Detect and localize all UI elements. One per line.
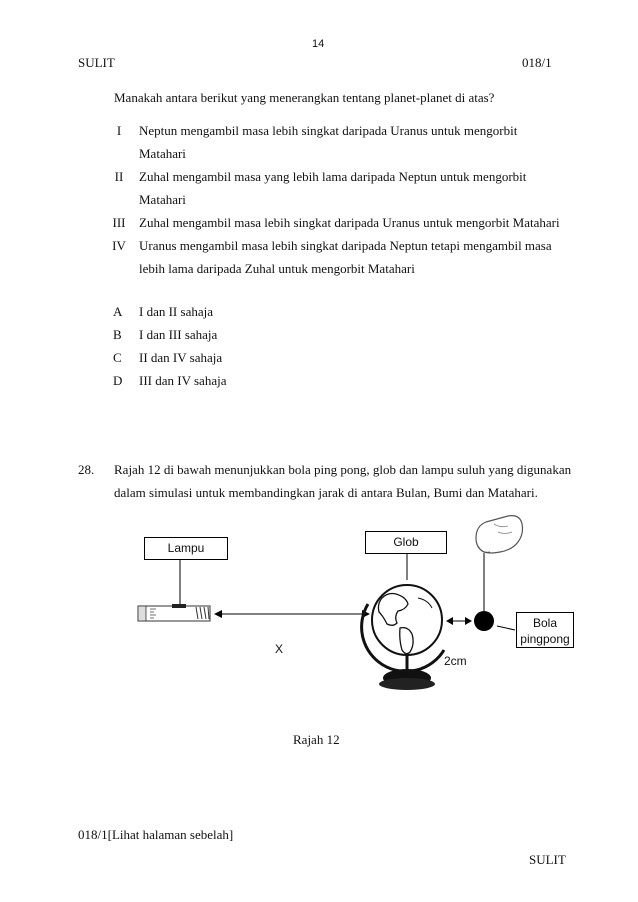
statement-num: IV xyxy=(112,238,126,253)
distance-2cm-label: 2cm xyxy=(444,654,467,668)
option-letter: D xyxy=(113,373,123,388)
statement-num: III xyxy=(112,215,126,230)
question-28-number: 28. xyxy=(78,462,95,477)
question-27-stem: Manakah antara berikut yang menerangkan tentang planet-planet di atas? xyxy=(114,90,495,105)
page-number: 14 xyxy=(312,38,325,50)
label-glob: Glob xyxy=(365,531,447,554)
hand-icon xyxy=(476,516,523,553)
statement-text: Neptun mengambil masa lebih singkat daripada Uranus untuk mengorbit xyxy=(139,123,518,138)
header-left: SULIT xyxy=(78,55,115,70)
torch-icon xyxy=(138,604,210,621)
globe-icon xyxy=(362,585,444,690)
statement-text: Matahari xyxy=(139,192,186,207)
distance-x-label: X xyxy=(275,642,284,656)
label-bola-pingpong xyxy=(516,612,574,648)
header-right: 018/1 xyxy=(522,55,552,70)
statement-text: lebih lama daripada Zuhal untuk mengorbit Matahari xyxy=(139,261,415,276)
statement-text: Uranus mengambil masa lebih singkat daripada Neptun tetapi mengambil masa xyxy=(139,238,552,253)
question-28-text: Rajah 12 di bawah menunjukkan bola ping pong, glob dan lampu suluh yang digunakan xyxy=(114,462,572,477)
statement-text: Zuhal mengambil masa yang lebih lama daripada Neptun untuk mengorbit xyxy=(139,169,527,184)
statement-text: Zuhal mengambil masa lebih singkat daripada Uranus untuk mengorbit Matahari xyxy=(139,215,560,230)
statement-num: II xyxy=(114,169,124,184)
label-pingpong-line: pingpong xyxy=(520,632,570,646)
distance-x-arrow xyxy=(214,610,370,618)
statement-text: Matahari xyxy=(139,146,186,161)
option-letter: A xyxy=(113,304,123,319)
question-28-text: dalam simulasi untuk membandingkan jarak di antara Bulan, Bumi dan Matahari. xyxy=(114,485,538,500)
label-lampu: Lampu xyxy=(144,537,228,560)
option-text: II dan IV sahaja xyxy=(139,350,223,365)
option-letter: B xyxy=(113,327,122,342)
pingpong-ball-icon xyxy=(474,611,494,631)
option-text: I dan II sahaja xyxy=(139,304,213,319)
bola-pointer-line xyxy=(497,626,515,630)
option-text: III dan IV sahaja xyxy=(139,373,227,388)
footer-right: SULIT xyxy=(529,852,566,867)
option-letter: C xyxy=(113,350,122,365)
option-text: I dan III sahaja xyxy=(139,327,218,342)
footer-left: 018/1[Lihat halaman sebelah] xyxy=(78,827,234,842)
distance-2cm-arrow xyxy=(446,617,472,625)
figure-caption: Rajah 12 xyxy=(293,732,340,747)
label-bola-line: Bola xyxy=(532,616,558,630)
statement-num: I xyxy=(116,123,122,138)
